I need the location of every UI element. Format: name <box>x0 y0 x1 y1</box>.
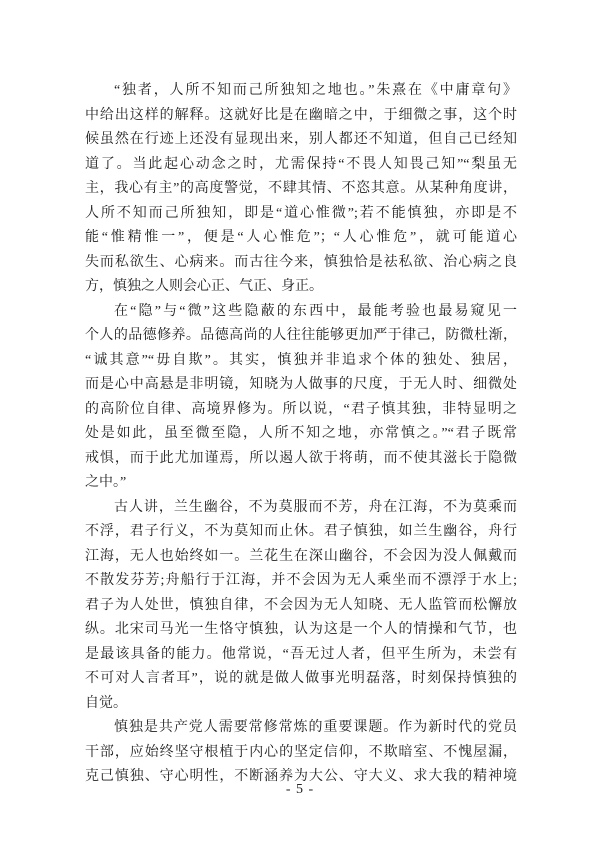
text-line: 失而私欲生、心病来。而古往今来，慎独恰是祛私欲、治心病之良 <box>85 254 517 270</box>
text-line: 而是心中高悬是非明镜，知晓为人做事的尺度，于无人时、细微处 <box>85 377 517 392</box>
text-line: 君子为人处世，慎独自律，不会因为无人知晓、无人监管而松懈放 <box>85 597 517 613</box>
text-line: 不浮，君子行义，不为莫知而止休。君子慎独，如兰生幽谷，舟行 <box>85 524 517 539</box>
text-line: 道了。当此起心动念之时，尤需保持“不畏人知畏己知”“梨虽无 <box>85 156 517 172</box>
text-line: 候虽然在行迹上还没有显现出来，别人都还不知道，但自己已经知 <box>85 132 517 147</box>
text-line: 之中。” <box>85 475 127 490</box>
text-line: 能“惟精惟一”，便是“人心惟危”；“人心惟危”，就可能道心 <box>85 230 517 245</box>
text-line: 是最该具备的能力。他常说，“吾无过人者，但平生所为，未尝有 <box>85 646 517 662</box>
text-line: 慎独是共产党人需要常修常炼的重要课题。作为新时代的党员 <box>114 720 517 735</box>
text-line: “诚其意”“毋自欺”。其实，慎独并非追求个体的独处、独居， <box>85 352 517 368</box>
text-line: 主，我心有主”的高度警觉，不肆其情、不恣其意。从某种角度讲， <box>85 181 517 196</box>
text-line: 不散发芬芳;舟船行于江海，并不会因为无人乘坐而不漂浮于水上; <box>85 573 517 588</box>
paragraph <box>85 300 517 496</box>
text-line: 江海，无人也始终如一。兰花生在深山幽谷，不会因为没人佩戴而 <box>85 548 517 564</box>
text-line: “独者，人所不知而己所独知之地也。”朱熹在《中庸章句》 <box>114 83 517 98</box>
text-line: 自觉。 <box>85 695 127 711</box>
text-line: 方，慎独之人则会心正、气正、身正。 <box>85 279 323 294</box>
text-line: 人所不知而己所独知，即是“道心惟微”;若不能慎独，亦即是不 <box>85 205 517 221</box>
text-line: 在“隐”与“微”这些隐蔽的东西中，最能考验也最易窥见一 <box>114 303 517 319</box>
text-line: 戒惧，而于此尤加谨焉，所以遏人欲于将萌，而不使其滋长于隐微 <box>85 450 517 466</box>
text-line: 不可对人言者耳”，说的就是做人做事光明磊落，时刻保持慎独的 <box>85 671 517 686</box>
paragraph <box>85 716 517 790</box>
page-number: - 5 - <box>285 782 315 797</box>
text-line: 的高阶位自律、高境界修为。所以说，“君子慎其独，非特显明之 <box>85 401 517 417</box>
text-line: 处是如此，虽至微至隐，人所不知之地，亦常慎之。”“君子既常 <box>85 426 517 441</box>
paragraph <box>85 79 517 300</box>
text-line: 纵。北宋司马光一生恪守慎独，认为这是一个人的情操和气节，也 <box>85 622 517 637</box>
text-line: 个人的品德修养。品德高尚的人往往能够更加严于律己，防微杜渐， <box>85 328 517 343</box>
body-text <box>85 79 517 790</box>
text-line: 古人讲，兰生幽谷，不为莫服而不芳，舟在江海，不为莫乘而 <box>114 499 517 515</box>
paragraph <box>85 496 517 717</box>
text-line: 干部，应始终坚守根植于内心的坚定信仰，不欺暗室、不愧屋漏， <box>85 744 517 760</box>
text-line: 克己慎独、守心明性，不断涵养为大公、守大义、求大我的精神境 <box>85 769 517 784</box>
text-line: 中给出这样的解释。这就好比是在幽暗之中，于细微之事，这个时 <box>85 107 517 123</box>
